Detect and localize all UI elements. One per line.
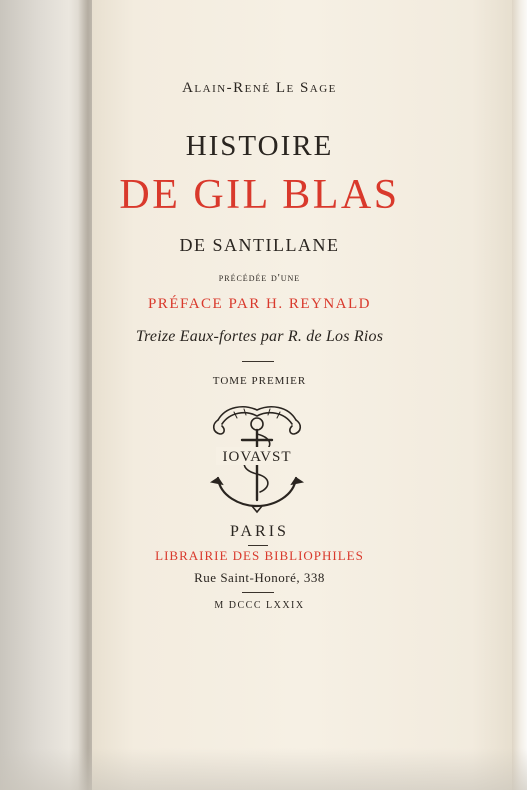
printer-mark-text: IOVAVST xyxy=(222,449,292,465)
title-page xyxy=(92,0,514,790)
printer-anchor-mark-icon xyxy=(204,400,310,515)
divider-rule xyxy=(242,592,274,593)
title-line-1: HISTOIRE xyxy=(185,130,334,162)
etchings-credit: Treize Eaux-fortes par R. de Los Rios xyxy=(135,328,384,345)
divider-rule xyxy=(248,545,268,546)
divider-rule xyxy=(242,361,274,362)
title-line-3: DE SANTILLANE xyxy=(179,235,340,255)
publisher-address: Rue Saint-Honoré, 338 xyxy=(194,570,325,585)
publisher-name: LIBRAIRIE DES BIBLIOPHILES xyxy=(155,548,364,563)
volume-label: TOME PREMIER xyxy=(212,375,307,387)
page-edge xyxy=(512,0,527,790)
author-name: Alain-René Le Sage xyxy=(182,80,337,96)
imprint-city: PARIS xyxy=(230,523,289,540)
title-line-2: DE GIL BLAS xyxy=(119,172,400,218)
publication-year: M DCCC LXXIX xyxy=(214,600,305,611)
preface-credit: PRÉFACE PAR H. REYNALD xyxy=(147,296,372,312)
preceded-by: précédée d'une xyxy=(218,272,301,284)
bottom-shadow xyxy=(0,748,527,790)
